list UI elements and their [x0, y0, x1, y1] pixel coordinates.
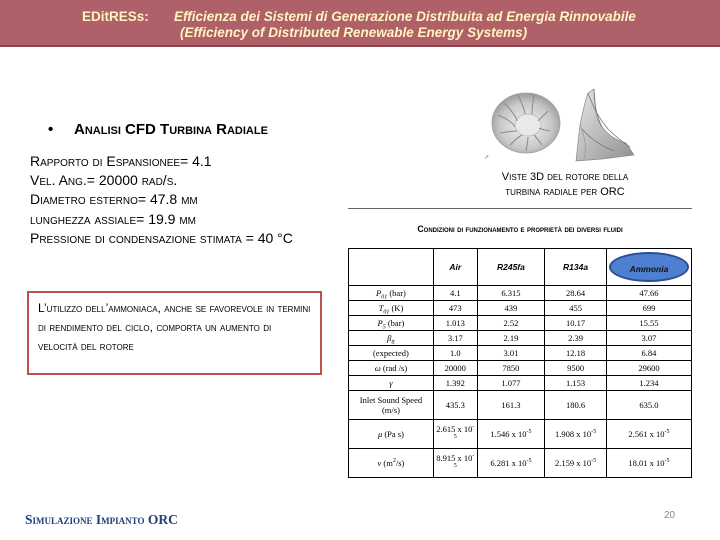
section-heading: Analisi CFD Turbina Radiale: [74, 121, 268, 138]
table-row: [349, 420, 692, 449]
column-header-r245fa: R245fa: [477, 249, 545, 286]
fluid-properties-table: [348, 248, 692, 478]
table-row: [349, 391, 692, 420]
table-cell: 29600: [606, 361, 691, 376]
table-row: [349, 361, 692, 376]
table-row: [349, 346, 692, 361]
table-cell: 4.1: [433, 286, 477, 301]
title-banner: [0, 0, 720, 47]
table-cell: 180.6: [545, 391, 607, 420]
row-label: $P_5$ (bar): [349, 316, 434, 331]
row-label: ν $(m^2/s)$: [349, 449, 434, 478]
table-cell: 2.39: [545, 331, 607, 346]
table-cell: 2.615 x $10^{-5}$: [433, 420, 477, 449]
renders-caption: Viste 3D del rotore della turbina radiale per ORC: [501, 171, 629, 198]
rotor-3d-renders: [484, 85, 639, 163]
project-title-english: (Efficiency of Distributed Renewable Energy Systems): [180, 25, 528, 40]
table-cell: 9500: [545, 361, 607, 376]
table-cell: 439: [477, 301, 545, 316]
param-axial-length: lunghezza assiale= 19.9 mm: [30, 210, 197, 227]
row-label: $P_{01}$ (bar): [349, 286, 434, 301]
row-label: μ (Pa s): [349, 420, 434, 449]
param-condensing-pressure: Pressione di condensazione stimata = 40 °C: [30, 229, 293, 246]
row-label: ω (rad /s): [349, 361, 434, 376]
table-cell: 1.546 x $10^{-5}$: [477, 420, 545, 449]
row-label: $T_{01}$ (K): [349, 301, 434, 316]
table-cell: 6.84: [606, 346, 691, 361]
row-label: Inlet Sound Speed (m/s): [349, 391, 434, 420]
table-cell: 3.01: [477, 346, 545, 361]
table-cell: 635.0: [606, 391, 691, 420]
svg-text:↗: ↗: [484, 155, 490, 161]
table-cell: 161.3: [477, 391, 545, 420]
table-row: [349, 449, 692, 478]
rotor-front-view-icon: [484, 93, 560, 161]
table-cell: 1.153: [545, 376, 607, 391]
table-cell: 3.07: [606, 331, 691, 346]
table-cell: 2.159 x $10^{-5}$: [545, 449, 607, 478]
table-cell: 2.561 x $10^{-5}$: [606, 420, 691, 449]
project-title-italian: Efficienza dei Sistemi di Generazione Distribuita ad Energia Rinnovabile: [174, 9, 636, 24]
table-cell: 12.18: [545, 346, 607, 361]
section-bullet: [48, 121, 268, 138]
param-angular-velocity: Vel. Ang.= 20000 rad/s.: [30, 172, 178, 189]
table-cell: 2.52: [477, 316, 545, 331]
rotor-side-view-icon: [576, 89, 634, 161]
table-cell: 699: [606, 301, 691, 316]
table-cell: 1.908 x $10^{-5}$: [545, 420, 607, 449]
table-cell: 10.17: [545, 316, 607, 331]
column-header-air: Air: [433, 249, 477, 286]
table-cell: 18.01 x $10^{-5}$: [606, 449, 691, 478]
row-label: $\beta_{tt}$: [349, 331, 434, 346]
column-header-ammonia-cell: [606, 249, 691, 286]
header-empty-cell: [349, 249, 434, 286]
table-cell: 2.19: [477, 331, 545, 346]
table-cell: 455: [545, 301, 607, 316]
table-cell: 6.315: [477, 286, 545, 301]
table-row: [349, 316, 692, 331]
table-cell: 20000: [433, 361, 477, 376]
table-cell: 7850: [477, 361, 545, 376]
ammonia-highlight-oval: Ammonia: [609, 252, 689, 282]
ammonia-note-box: [27, 291, 322, 375]
table-title: Condizioni di funzionamento e proprietà dei diversi fluidi: [417, 224, 623, 234]
table-header-row: [349, 249, 692, 286]
parameter-list: [30, 152, 293, 248]
bullet-symbol: •: [48, 121, 54, 138]
table-cell: 1.077: [477, 376, 545, 391]
table-cell: 1.392: [433, 376, 477, 391]
param-expansion-ratio: Rapporto di Espansionee= 4.1: [30, 153, 212, 169]
table-row: [349, 376, 692, 391]
table-cell: 435.3: [433, 391, 477, 420]
table-cell: 8.915 x $10^{-5}$: [433, 449, 477, 478]
footer-title: Simulazione Impianto ORC: [25, 512, 178, 527]
row-label: γ: [349, 376, 434, 391]
page-number: 20: [664, 510, 676, 521]
column-header-r134a: R134a: [545, 249, 607, 286]
banner-title-line1: [82, 9, 636, 24]
row-label: (expected): [349, 346, 434, 361]
table-cell: 473: [433, 301, 477, 316]
table-row: [349, 286, 692, 301]
param-outer-diameter: Diametro esterno= 47.8 mm: [30, 191, 198, 208]
table-cell: 3.17: [433, 331, 477, 346]
table-cell: 47.66: [606, 286, 691, 301]
table-cell: 1.013: [433, 316, 477, 331]
table-cell: 28.64: [545, 286, 607, 301]
table-cell: 6.281 x $10^{-5}$: [477, 449, 545, 478]
table-cell: 1.234: [606, 376, 691, 391]
ammonia-note-text: L’utilizzo dell’ammoniaca, anche se favorevole in termini di rendimento del ciclo, comporta un aumento di velocità del rotore: [38, 301, 311, 353]
project-acronym: EDitRESs:: [82, 9, 149, 24]
table-cell: 15.55: [606, 316, 691, 331]
table-row: [349, 301, 692, 316]
table-row: [349, 331, 692, 346]
table-cell: 1.0: [433, 346, 477, 361]
divider-line: [348, 208, 692, 209]
